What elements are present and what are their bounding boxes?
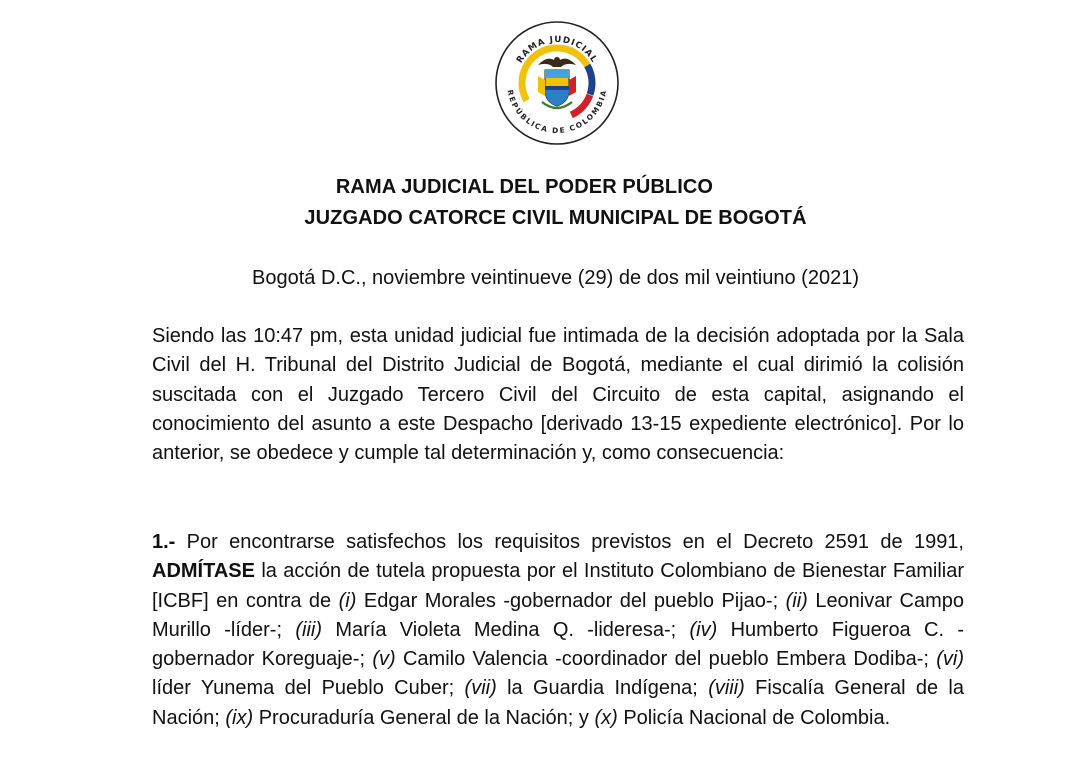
paragraph-text: Leonivar Campo Murillo -líder-; — [152, 589, 964, 641]
date-line: Bogotá D.C., noviembre veintinueve (29) de dos mil veintiuno (2021) — [252, 267, 859, 289]
paragraph-text: líder Yunema del Pueblo Cuber; — [152, 677, 465, 700]
enumeration-marker: (iii) — [295, 618, 322, 641]
enumeration-marker: (viii) — [708, 677, 745, 700]
admitase-keyword: ADMÍTASE — [152, 560, 255, 583]
paragraph-intro: Siendo las 10:47 pm, esta unidad judicial fue intimada de la decisión adoptada por la Sala Civil del H. Tribunal del Distrito Judicial de Bogotá, mediante el cual dirimió la colisión suscitada con el Juzgado Tercero Civil del Circuito de esta capital, asignando el conocimiento del asunto a este Despacho [derivado 13-15 expediente electrónico]. Por lo anterior, se obedece y cumple tal determinación y, como consecuencia: — [152, 325, 964, 465]
paragraph-text: Por encontrarse satisfechos los requisitos previstos en el Decreto 2591 de 1991, — [175, 531, 964, 553]
enumeration-marker: (ii) — [785, 589, 808, 612]
paragraph-order-1 — [152, 528, 964, 733]
enumeration-marker: (x) — [594, 706, 618, 729]
enumeration-marker: (vi) — [936, 648, 964, 671]
header-title-line2: JUZGADO CATORCE CIVIL MUNICIPAL DE BOGOTÁ — [304, 207, 807, 229]
paragraph-text: Camilo Valencia -coordinador del pueblo Embera Dodiba-; — [395, 648, 937, 671]
enumeration-marker: (ix) — [225, 706, 254, 729]
paragraph-text: Humberto Figueroa C. -gobernador Koreguaje-; — [152, 618, 964, 671]
header-title-line1: RAMA JUDICIAL DEL PODER PÚBLICO — [335, 176, 714, 198]
paragraph-text: Edgar Morales -gobernador del pueblo Pijao-; — [356, 589, 786, 612]
paragraph-text: María Violeta Medina Q. -lideresa-; — [322, 618, 690, 641]
paragraph-text: la acción de tutela propuesta por el Instituto Colombiano de Bienestar Familiar [ICBF] en contra de — [152, 560, 964, 612]
rama-judicial-seal-logo — [494, 20, 620, 146]
enumeration-marker: (v) — [372, 648, 396, 671]
enumeration-marker: (iv) — [689, 618, 718, 641]
seal-bottom-text: REPÚBLICA DE COLOMBIA — [505, 88, 609, 135]
seal-top-text: RAMA JUDICIAL — [514, 34, 600, 66]
enumeration-marker: (vii) — [464, 677, 497, 700]
paragraph-text: Fiscalía General de la Nación; — [152, 677, 964, 729]
paragraph-text: Procuraduría General de la Nación; y — [253, 706, 595, 729]
order-number: 1.- — [152, 531, 176, 553]
paragraph-text: Policía Nacional de Colombia. — [617, 706, 891, 729]
paragraph-text: la Guardia Indígena; — [496, 677, 709, 700]
enumeration-marker: (i) — [338, 589, 357, 612]
